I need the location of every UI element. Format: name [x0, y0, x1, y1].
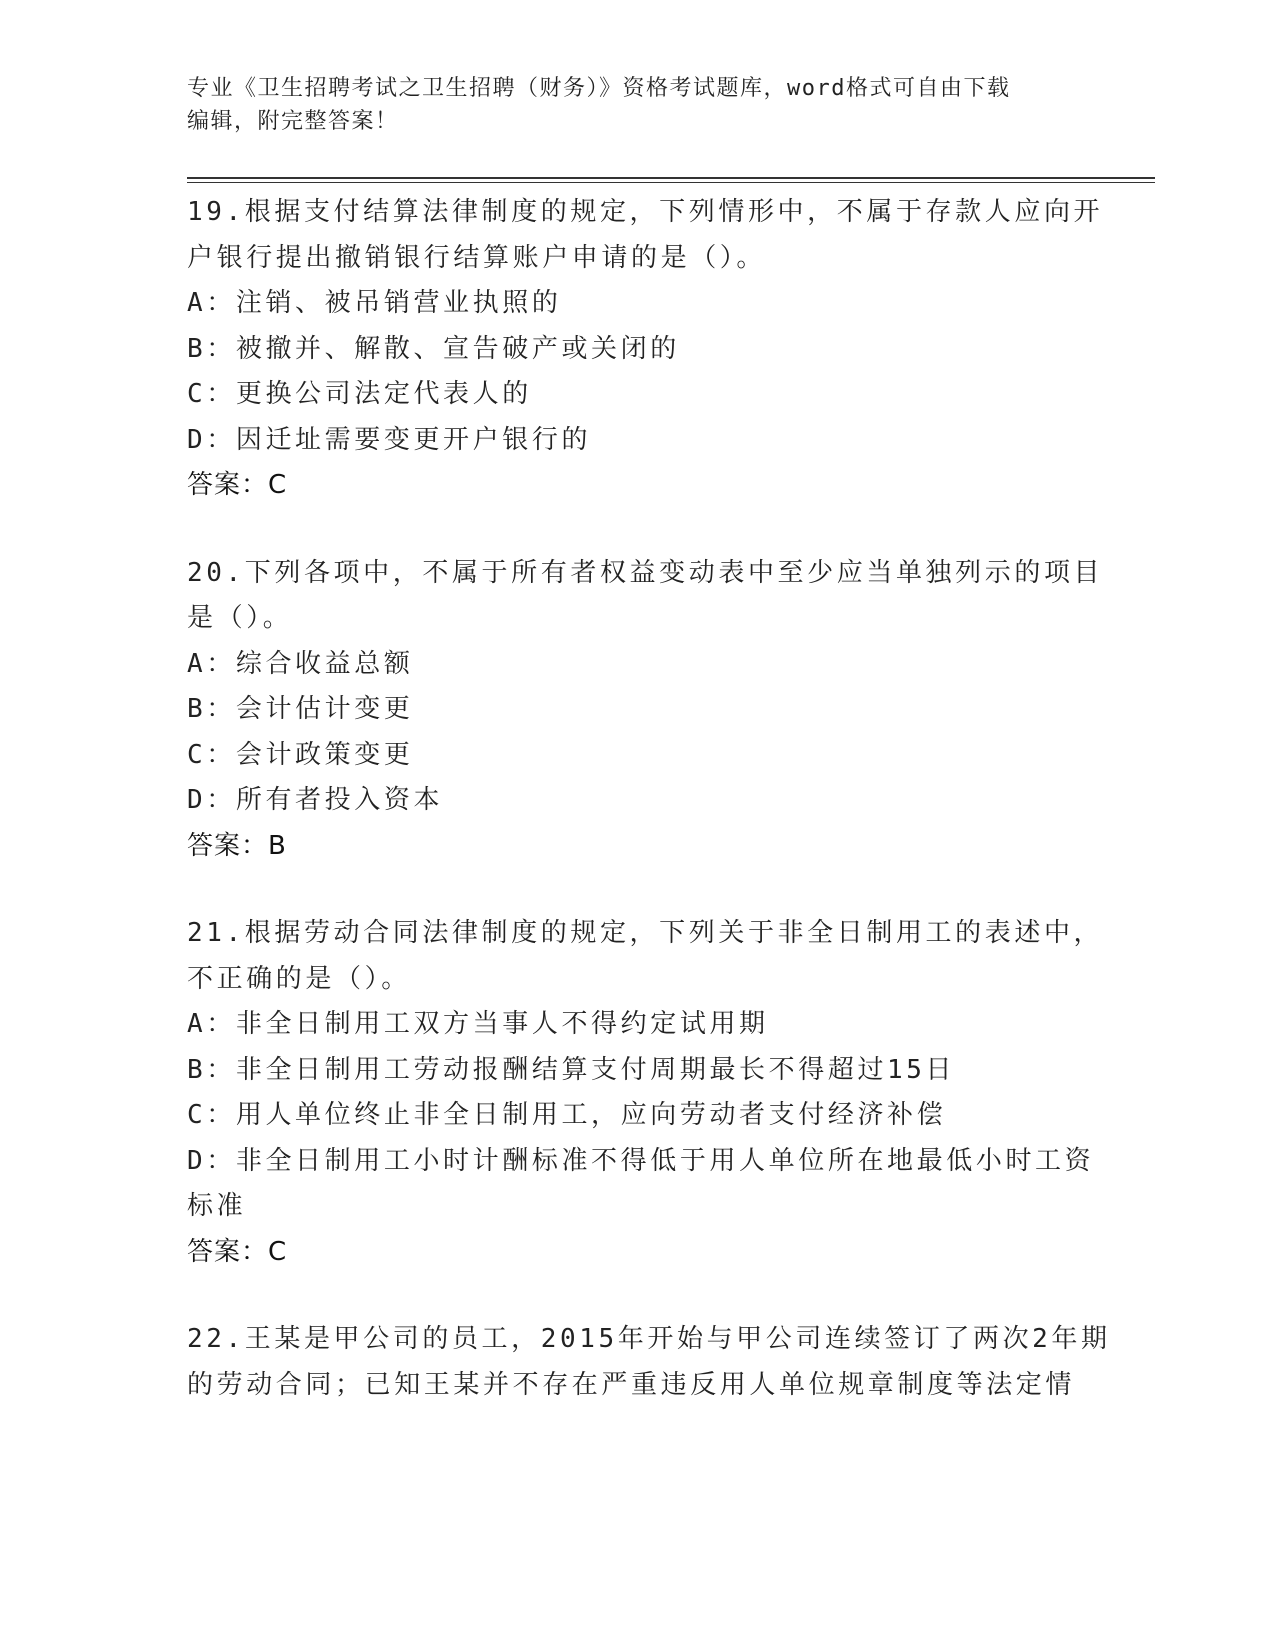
- option-c: C：会计政策变更: [187, 739, 414, 770]
- option-a: A：注销、被吊销营业执照的: [187, 288, 562, 318]
- option-d: D：所有者投入资本: [187, 785, 444, 815]
- question-stem: 不正确的是（）。: [187, 963, 411, 994]
- question-stem: 19.根据支付结算法律制度的规定，下列情形中，不属于存款人应向开: [187, 197, 1104, 227]
- question-stem: 22.王某是甲公司的员工，2015年开始与甲公司连续签订了两次2年期: [187, 1324, 1111, 1354]
- header-divider-thin: [187, 182, 1155, 183]
- question-stem: 是（）。: [187, 603, 293, 633]
- option-c: C：用人单位终止非全日制用工，应向劳动者支付经济补偿: [187, 1100, 947, 1130]
- answer-label: 答案：C: [187, 470, 288, 500]
- question-21: [187, 911, 1104, 1275]
- header-line-1: 专业《卫生招聘考试之卫生招聘（财务）》资格考试题库，word格式可自由下载: [187, 76, 1011, 101]
- option-d: D：因迁址需要变更开户银行的: [187, 424, 592, 455]
- option-b: B：非全日制用工劳动报酬结算支付周期最长不得超过15日: [187, 1054, 956, 1085]
- question-list: [187, 190, 1111, 1450]
- question-stem: 21.根据劳动合同法律制度的规定，下列关于非全日制用工的表述中，: [187, 918, 1104, 948]
- option-b: B：被撤并、解散、宣告破产或关闭的: [187, 333, 680, 364]
- answer-label: 答案：C: [187, 1236, 288, 1267]
- question-20: [187, 551, 1104, 870]
- question-stem: 户银行提出撤销银行结算账户申请的是（）。: [187, 242, 767, 273]
- option-c: C：更换公司法定代表人的: [187, 379, 532, 409]
- option-b: B：会计估计变更: [187, 694, 414, 724]
- option-d-continued: 标准: [187, 1191, 247, 1221]
- question-19: [187, 190, 1104, 509]
- document-header: [187, 72, 1067, 138]
- header-divider-thick: [187, 177, 1155, 179]
- question-22: [187, 1317, 1111, 1408]
- option-a: A：非全日制用工双方当事人不得约定试用期: [187, 1009, 769, 1039]
- header-line-2: 编辑，附完整答案！: [187, 109, 399, 134]
- question-stem: 的劳动合同；已知王某并不存在严重违反用人单位规章制度等法定情: [187, 1369, 1076, 1400]
- question-stem: 20.下列各项中，不属于所有者权益变动表中至少应当单独列示的项目: [187, 557, 1104, 588]
- option-d: D：非全日制用工小时计酬标准不得低于用人单位所在地最低小时工资: [187, 1145, 1095, 1176]
- answer-label: 答案：B: [187, 830, 287, 861]
- option-a: A：综合收益总额: [187, 648, 414, 679]
